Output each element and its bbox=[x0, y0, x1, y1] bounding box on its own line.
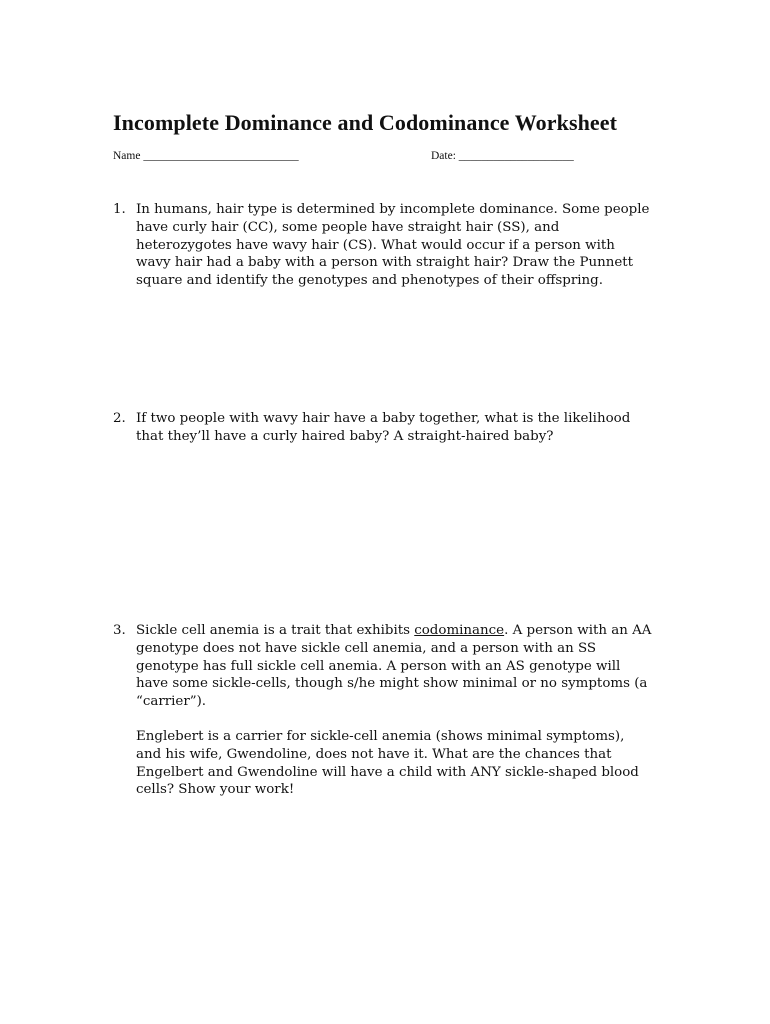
question-3 bbox=[113, 622, 653, 799]
question-text-part: Sickle cell anemia is a trait that exhibits bbox=[136, 623, 415, 638]
underlined-term: codominance bbox=[414, 623, 505, 638]
question-number: 1. bbox=[113, 202, 126, 217]
question-text: If two people with wavy hair have a baby together, what is the likelihood that they’ll have a curly haired baby? A straight-haired baby? bbox=[136, 411, 631, 444]
date-field: Date: ____________________ bbox=[431, 150, 574, 162]
question-text-part: . A person with an AA genotype does not have sickle cell anemia, and a person with an SS genotype has full sickle cell anemia. A person with an AS genotype will have some sickle-cells, though s/he might show minimal or no symptoms (a “carrier”). bbox=[136, 623, 652, 710]
name-field: Name ___________________________ bbox=[113, 150, 299, 162]
question-number: 2. bbox=[113, 411, 126, 426]
question-text bbox=[136, 622, 653, 711]
worksheet-title: Incomplete Dominance and Codominance Worksheet bbox=[113, 110, 618, 135]
question-followup: Englebert is a carrier for sickle-cell anemia (shows minimal symptoms), and his wife, Gwendoline, does not have it. What are the chances that Engelbert and Gwendoline will have a child with ANY sickle-shaped blood cells? Show your work! bbox=[136, 728, 639, 798]
question-1 bbox=[113, 201, 653, 290]
question-2 bbox=[113, 410, 653, 446]
question-text: In humans, hair type is determined by incomplete dominance. Some people have curly hair (CC), some people have straight hair (SS), and heterozygotes have wavy hair (CS). What would occur if a person with wavy hair had a baby with a person with straight hair? Draw the Punnett square and identify the genotypes and phenotypes of their offspring. bbox=[136, 202, 650, 289]
question-number: 3. bbox=[113, 623, 126, 638]
